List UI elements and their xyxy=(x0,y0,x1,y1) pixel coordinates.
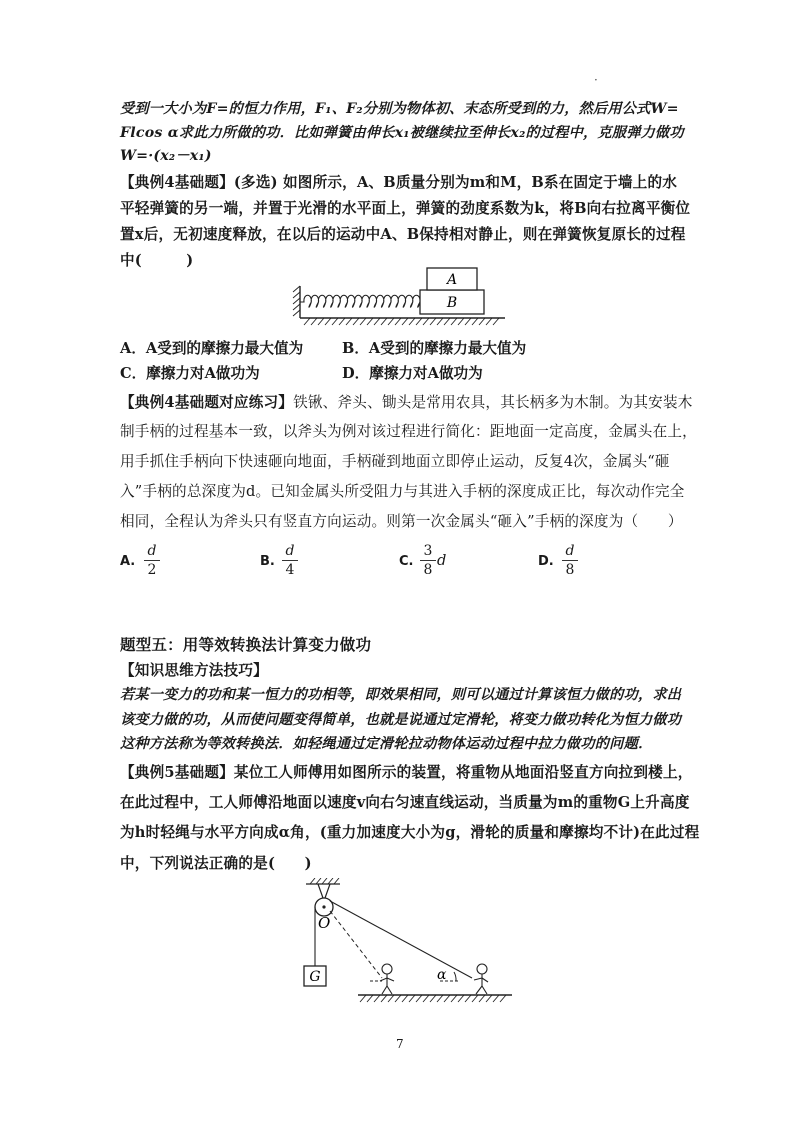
block-b-label: B xyxy=(446,295,458,311)
example-4-line-3: 置x后，无初速度释放，在以后的运动中A、B保持相对静止，则在弹簧恢复原长的过程 xyxy=(120,226,686,243)
example-5-line-4: 中，下列说法正确的是( ) xyxy=(120,855,312,872)
worker xyxy=(440,964,488,994)
pulley-label: O xyxy=(318,914,331,932)
option-d: D．摩擦力对A做功为 xyxy=(342,365,483,382)
option-b: B．A受到的摩擦力最大值为 xyxy=(342,340,527,357)
example-5-line-1: 【典例5基础题】某位工人师傅用如图所示的装置，将重物从地面沿竖直方向拉到楼上， xyxy=(120,764,693,781)
pulley-figure xyxy=(290,878,520,1018)
example-5-tag: 【典例5基础题】 xyxy=(120,764,234,781)
example-5-line-3: 为h时轻绳与水平方向成α角，(重力加速度大小为g，滑轮的质量和摩擦均不计)在此过程 xyxy=(120,824,700,841)
page-number: 7 xyxy=(396,1037,404,1051)
paragraph-line: 受到一大小为F=的恒力作用，F₁、F₂分别为物体初、末态所受到的力，然后用公式W= xyxy=(120,101,679,117)
spring-blocks-figure xyxy=(290,262,510,328)
paragraph-line: Flcos α求此力所做的功．比如弹簧由伸长x₁被继续拉至伸长x₂的过程中，克服弹力做功 xyxy=(120,125,684,141)
header-mark: · xyxy=(594,73,598,87)
spring xyxy=(300,295,420,307)
method-line-3: 这种方法称为等效转换法．如轻绳通过定滑轮拉动物体运动过程中拉力做功的问题． xyxy=(120,736,653,752)
example-4-tag: 【典例4基础题】 xyxy=(120,174,234,191)
section-5-title: 题型五：用等效转换法计算变力做功 xyxy=(120,636,372,654)
practice-line-5: 相同，全程认为斧头只有竖直方向运动。则第一次金属头“砸入”手柄的深度为（ ） xyxy=(120,513,683,530)
option-c: C．摩擦力对A做功为 xyxy=(120,365,260,382)
weight-g-label: G xyxy=(309,969,321,985)
block-a-label: A xyxy=(446,272,458,288)
example-4-line-4: 中( ) xyxy=(120,252,194,269)
option-a: A．A受到的摩擦力最大值为 xyxy=(120,340,304,357)
example-4-line-1: 【典例4基础题】(多选) 如图所示，A、B质量分别为m和M，B系在固定于墙上的水 xyxy=(120,174,678,191)
method-line-1: 若某一变力的功和某一恒力的功相等，即效果相同，则可以通过计算该恒力做的功，求出 xyxy=(120,687,682,703)
practice-tag: 【典例4基础题对应练习】 xyxy=(120,394,294,411)
paragraph-line: W=·(x₂－x₁) xyxy=(120,148,212,164)
worker-initial xyxy=(370,964,394,994)
practice-line-3: 用手抓住手柄向下快速砸向地面，手柄碰到地面立即停止运动，反复4次，金属头“砸 xyxy=(120,453,670,470)
example-5-line-2: 在此过程中，工人师傅沿地面以速度v向右匀速直线运动，当质量为m的重物G上升高度 xyxy=(120,794,690,811)
example-4-line-2: 平轻弹簧的另一端，并置于光滑的水平面上，弹簧的劲度系数为k，将B向右拉离平衡位 xyxy=(120,200,691,217)
practice-line-1: 【典例4基础题对应练习】铁锹、斧头、锄头是常用农具，其长柄多为木制。为其安装木 xyxy=(120,394,693,411)
method-heading: 【知识思维方法技巧】 xyxy=(120,662,268,679)
method-line-2: 该变力做的功，从而使问题变得简单，也就是说通过定滑轮，将变力做功转化为恒力做功 xyxy=(120,712,682,728)
practice-line-4: 入”手柄的总深度为d。已知金属头所受阻力与其进入手柄的深度成正比，每次动作完全 xyxy=(120,483,685,500)
practice-line-2: 制手柄的过程基本一致，以斧头为例对该过程进行简化：距地面一定高度，金属头在上， xyxy=(120,423,697,440)
angle-alpha-label: α xyxy=(437,967,447,983)
